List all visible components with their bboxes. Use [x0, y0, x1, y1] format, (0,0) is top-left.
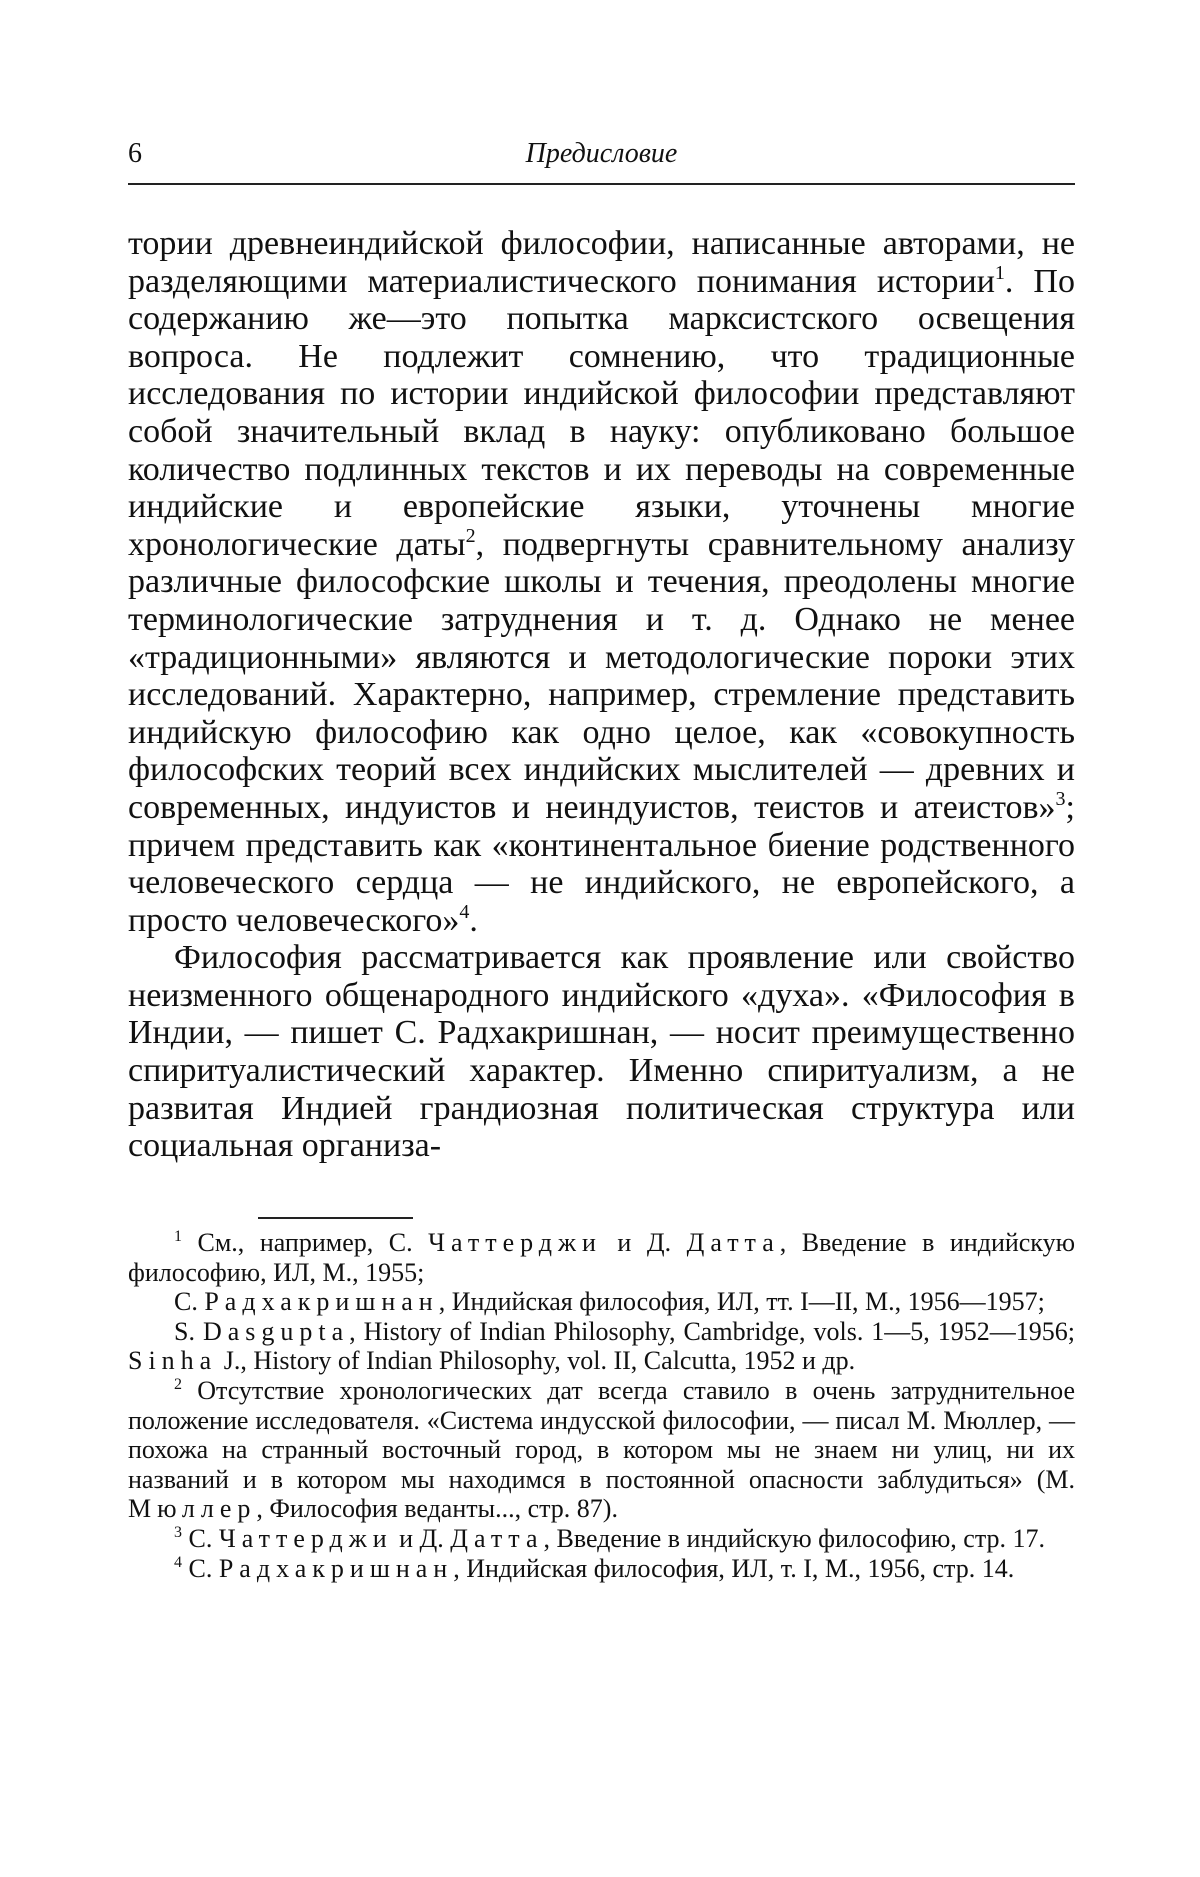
p1-text-3: , подвергнуты сравнительному анализу различные философские школы и течения, преодолены многие терминологические затруднения и т. д. Однако не менее «традиционными» являются и методологические пороки этих исследований. Характерно, например, стремление представить индийскую философию как одно целое, как «совокупность философских теорий всех индийских мыслителей — древних и современных, индуистов и неиндуистов, теистов и атеистов»: [128, 525, 1076, 826]
footnote-1b-author: Радхакришнан: [204, 1287, 439, 1317]
footnote-1-text-b: и Д.: [601, 1228, 687, 1257]
footnote-3-author-a: Чаттерджи: [218, 1523, 393, 1553]
footnote-1-continued-a: [128, 1287, 1075, 1317]
paragraph-1: [128, 225, 1075, 939]
footnote-1-continued-b: [128, 1317, 1075, 1376]
footnote-rule: [258, 1217, 413, 1219]
footnote-1-author-b: Датта: [686, 1228, 780, 1257]
footnote-3-text-c: , Введение в индийскую философию, стр. 17.: [543, 1523, 1045, 1553]
footnote-3-text-a: С.: [188, 1523, 219, 1553]
page-number: 6: [128, 138, 142, 169]
footnote-1b-text-b: , Индийская философия, ИЛ, тт. I—II, М., 1956—1957;: [438, 1287, 1045, 1317]
footnote-4-author: Радхакришнан: [218, 1553, 454, 1583]
footnote-1-author-a: Чаттерджи: [428, 1228, 602, 1257]
main-text: [128, 225, 1075, 1165]
footnote-1c-text-b: , History of Indian Philosophy, Cambridge, vols. 1—5, 1952—1956;: [349, 1316, 1075, 1346]
footnote-1b-text-a: С.: [174, 1287, 205, 1317]
footnote-4-text-a: С.: [188, 1553, 219, 1583]
footnote-1-text-a: См., например, С.: [197, 1228, 429, 1257]
footnote-4-text-b: , Индийская философия, ИЛ, т. I, М., 1956, стр. 14.: [453, 1553, 1015, 1583]
footnote-mark-4: 4: [174, 1553, 182, 1571]
footnote-ref-2: 2: [465, 524, 476, 547]
running-head: [128, 138, 1075, 178]
running-title: Предисловие: [525, 138, 678, 169]
footnote-3: [128, 1524, 1075, 1554]
footnote-ref-4: 4: [459, 900, 470, 923]
footnote-mark-3: 3: [174, 1523, 182, 1541]
footnote-4: [128, 1554, 1075, 1584]
footnote-1c-text-a: S.: [174, 1316, 203, 1346]
footnote-ref-1: 1: [994, 261, 1005, 284]
footnote-1c-author-b: Sinha: [128, 1346, 218, 1376]
p1-text-2: . По содержанию же—это попытка марксистского освещения вопроса. Не подлежит сомнению, что традиционные исследования по истории индийской философии представляют собой значительный вклад в науку: опубликовано большое количество подлинных текстов и их переводы на современные индийские и европейские языки, уточнены многие хронологические даты: [128, 262, 1075, 563]
footnote-1: [128, 1228, 1075, 1287]
footnote-mark-2: 2: [174, 1375, 182, 1393]
footnote-1c-author-a: Dasgupta: [202, 1316, 350, 1346]
footnote-1-text-c: , Введение в индийскую философию, ИЛ, М., 1955;: [128, 1228, 1075, 1287]
paragraph-2: Философия рассматривается как проявление или свойство неизменного общенародного индийского «духа». «Философия в Индии, — пишет С. Радхакришнан, — носит преимущественно спиритуалистический характер. Именно спиритуализм, а не развитая Индией грандиозная политическая структура или социальная организа-: [128, 939, 1075, 1165]
footnote-2: [128, 1376, 1075, 1524]
footnote-mark-1: 1: [174, 1228, 182, 1245]
footnote-1c-text-c: J., History of Indian Philosophy, vol. II, Calcutta, 1952 и др.: [217, 1346, 856, 1376]
header-rule: [128, 183, 1075, 185]
footnote-ref-3: 3: [1055, 787, 1066, 810]
p1-text-1: тории древнеиндийской философии, написанные авторами, не разделяющими материалистического понимания истории: [128, 225, 1075, 300]
p1-text-5: .: [469, 901, 478, 939]
footnote-3-author-b: Датта: [450, 1523, 544, 1553]
p1-text-4: ; причем представить как «континентальное биение родственного человеческого сердца — не индийского, не европейского, а просто человеческого»: [128, 788, 1075, 939]
footnote-3-text-b: и Д.: [392, 1523, 451, 1553]
footnote-2-author: Мюллер: [128, 1494, 257, 1524]
footnote-2-text-b: , Философия веданты..., стр. 87).: [256, 1494, 618, 1524]
footnote-2-text-a: Отсутствие хронологических дат всегда ставило в очень затруднительное положение исследователя. «Система индусской философии, — писал М. Мюллер, — похожа на странный восточный город, в котором мы не знаем ни улиц, ни их названий и в котором мы находимся в постоянной опасности заблудиться» (М.: [128, 1375, 1075, 1494]
footnotes: [128, 1228, 1075, 1583]
